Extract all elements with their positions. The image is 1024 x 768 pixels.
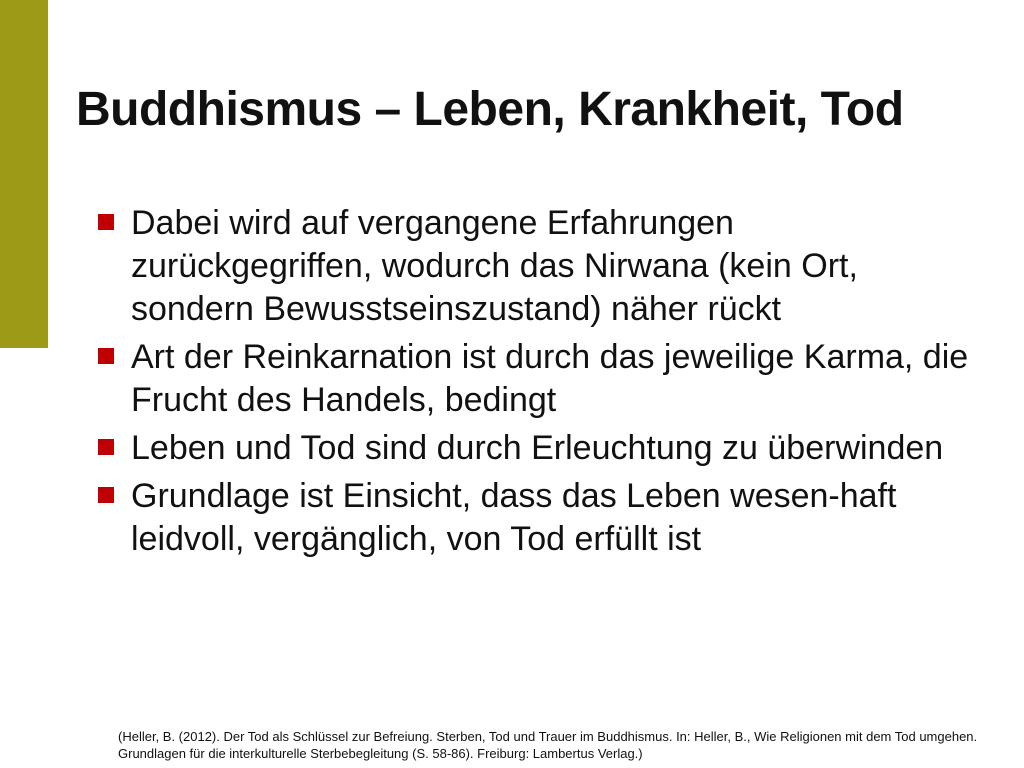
bullet-item-3: [96, 427, 976, 470]
bullet-item-1: [96, 202, 976, 331]
square-bullet-icon: [98, 214, 114, 230]
bullet-item-4: [96, 475, 976, 561]
square-bullet-icon: [98, 348, 114, 364]
slide-title: Buddhismus – Leben, Krankheit, Tod: [76, 83, 904, 136]
citation: [118, 728, 998, 762]
square-bullet-icon: [98, 439, 114, 455]
citation-line-2: Grundlagen für die interkulturelle Sterbebegleitung (S. 58-86). Freiburg: Lambertus Verlag.): [118, 746, 643, 761]
square-bullet-icon: [98, 487, 114, 503]
bullet-list: [96, 202, 976, 566]
bullet-text-3: Leben und Tod sind durch Erleuchtung zu überwinden: [131, 429, 944, 467]
citation-line-1: (Heller, B. (2012). Der Tod als Schlüssel zur Befreiung. Sterben, Tod und Trauer im Buddhismus. In: Heller, B., Wie Religionen mit dem Tod umgehen.: [118, 729, 978, 744]
bullet-text-2: Art der Reinkarnation ist durch das jeweilige Karma, die Frucht des Handels, bedingt: [131, 338, 969, 419]
bullet-text-4: Grundlage ist Einsicht, dass das Leben wesen-haft leidvoll, vergänglich, von Tod erfüllt ist: [131, 477, 897, 558]
bullet-item-2: [96, 336, 976, 422]
accent-bar: [0, 0, 48, 348]
bullet-text-1: Dabei wird auf vergangene Erfahrungen zurückgegriffen, wodurch das Nirwana (kein Ort, sondern Bewusstseinszustand) näher rückt: [131, 204, 858, 328]
